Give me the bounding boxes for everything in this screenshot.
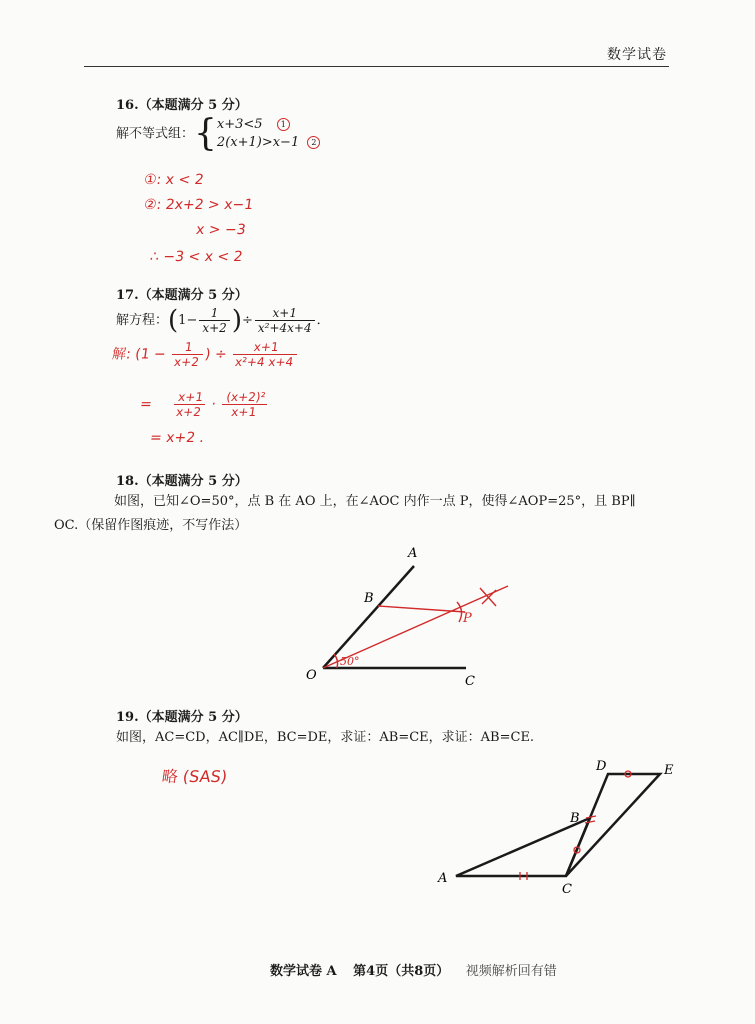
q16-hw-line1: ①: x < 2 bbox=[142, 172, 205, 188]
q16-mark1: 1 bbox=[277, 118, 290, 131]
label-angle: 50° bbox=[340, 655, 360, 668]
footer-watermark: 视频解析回有错 bbox=[465, 964, 557, 979]
q19-text: 如图，AC=CD，AC∥DE，BC=DE，求证：AB=CE，求证：AB=CE. bbox=[116, 730, 535, 745]
q17-hw-line2: = $\frac{x+1}{x+2}$ · $\frac{\text{(x+2)²}}{x+1}$ bbox=[138, 390, 271, 419]
footer-page: 第4页（共8页） bbox=[353, 964, 450, 979]
triangle-cde bbox=[566, 774, 660, 876]
q17-frac1: $\frac{1}{x+2}$ bbox=[199, 306, 229, 335]
q17-equation: 解方程：(1− $\frac{1}{x+2}$ )÷ $\frac{x+1}{\text{x²+4x+4}}$ ． bbox=[116, 305, 330, 336]
q17-prompt: 解方程： bbox=[116, 313, 169, 328]
label-p: P bbox=[463, 611, 472, 626]
label-c: C bbox=[465, 674, 475, 689]
label-e19: E bbox=[664, 763, 674, 778]
q16-heading: 16.（本题满分 5 分） bbox=[116, 98, 248, 113]
footer bbox=[270, 960, 569, 979]
label-a: A bbox=[408, 546, 418, 561]
q18-heading: 18.（本题满分 5 分） bbox=[116, 474, 248, 489]
q16-brace: { bbox=[194, 113, 217, 154]
label-o: O bbox=[306, 668, 317, 683]
q17-hw-line3: = x+2 . bbox=[148, 430, 206, 446]
label-b: B bbox=[364, 591, 374, 606]
q16-mark2: 2 bbox=[307, 136, 320, 149]
q17-frac2: $\frac{x+1}{\text{x²+4x+4}}$ bbox=[255, 306, 315, 335]
q17-heading: 17.（本题满分 5 分） bbox=[116, 288, 248, 303]
q18-text-line1: 如图，已知∠O=50°，点 B 在 AO 上，在∠AOC 内作一点 P，使得∠AOP=25°，且 BP∥ bbox=[114, 494, 636, 509]
label-a19: A bbox=[438, 871, 448, 886]
header-title: 数学试卷 bbox=[607, 47, 667, 63]
q19-heading: 19.（本题满分 5 分） bbox=[116, 710, 248, 725]
q16-prompt: 解不等式组： bbox=[116, 126, 195, 142]
q16-hw-line4: ∴ −3 < x < 2 bbox=[148, 249, 244, 265]
q16-line2: 2(x+1)>x−1 bbox=[216, 135, 300, 150]
footer-paper: 数学试卷 A bbox=[270, 964, 337, 979]
label-b19: B bbox=[570, 811, 580, 826]
q16-hw-line3: x > −3 bbox=[194, 222, 247, 238]
q17-minus: 1− bbox=[178, 313, 198, 328]
q17-div: ÷ bbox=[241, 313, 253, 328]
q16-hw-line2: ②: 2x+2 > x−1 bbox=[142, 197, 255, 213]
q16-line1: x+3<5 bbox=[216, 117, 263, 132]
q19-hw: 略 (SAS) bbox=[160, 767, 229, 786]
q17-hw-line1: 解: (1 − $\frac{1}{x+2}$ ) ÷ $\frac{x+1}{\text{x²+4 x+4}}$ bbox=[110, 340, 301, 369]
label-c19: C bbox=[562, 882, 572, 897]
q18-text-line2: OC.（保留作图痕迹，不写作法） bbox=[54, 518, 248, 533]
label-d19: D bbox=[596, 759, 607, 774]
